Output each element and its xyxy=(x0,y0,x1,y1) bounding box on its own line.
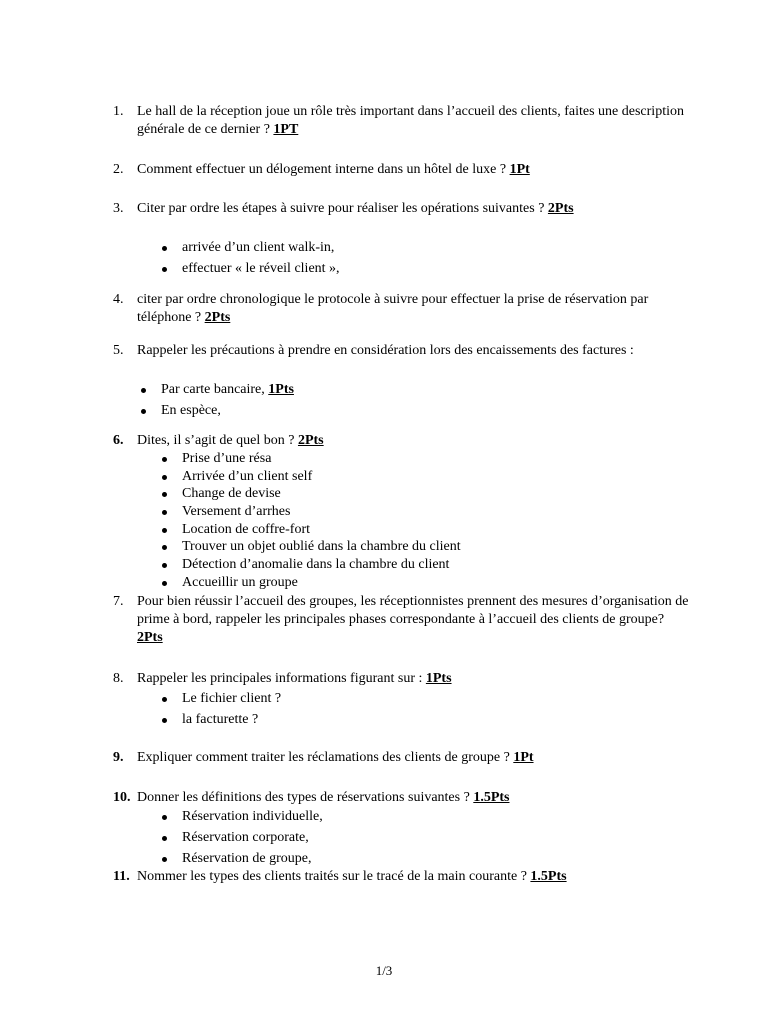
question-text: Expliquer comment traiter les réclamations des clients de groupe ? xyxy=(137,750,510,765)
question-text: Comment effectuer un délogement interne dans un hôtel de luxe ? xyxy=(137,162,507,177)
points-label: 1Pt xyxy=(509,162,530,177)
list-item: Arrivée d’un client self xyxy=(160,468,680,486)
question-number: 8. xyxy=(113,671,124,686)
points-label: 2Pts xyxy=(547,201,574,216)
question-number: 10. xyxy=(113,790,131,805)
list-item: la facturette ? xyxy=(160,711,680,729)
points-label: 1.5Pts xyxy=(530,869,567,884)
question-number: 1. xyxy=(113,104,124,119)
list-item: Prise d’une résa xyxy=(160,450,680,468)
points-label: 1PT xyxy=(273,122,299,137)
question-text: Donner les définitions des types de réservations suivantes ? xyxy=(137,790,470,805)
question-3 xyxy=(113,200,693,218)
question-number: 11. xyxy=(113,869,130,884)
question-11 xyxy=(113,868,693,886)
list-item: Location de coffre-fort xyxy=(160,521,680,539)
question-text: citer par ordre chronologique le protocole à suivre pour effectuer la prise de réservation par téléphone ? xyxy=(137,292,649,325)
bullet-list-q6 xyxy=(160,450,680,592)
points-label: 2Pts xyxy=(204,310,231,325)
points-label: 1Pts xyxy=(425,671,452,686)
points-label: 1.5Pts xyxy=(473,790,510,805)
question-text: Citer par ordre les étapes à suivre pour réaliser les opérations suivantes ? xyxy=(137,201,545,216)
question-5 xyxy=(113,342,693,360)
list-item: En espèce, xyxy=(139,402,679,420)
list-item: Le fichier client ? xyxy=(160,690,680,711)
question-6 xyxy=(113,432,693,450)
question-8 xyxy=(113,670,693,688)
question-number: 4. xyxy=(113,292,124,307)
list-item: arrivée d’un client walk-in, xyxy=(160,239,680,260)
question-text: Pour bien réussir l’accueil des groupes, les réceptionnistes prennent des mesures d’organisation de prime à bord, rappeler les principales phases correspondante à l’accueil des clients de groupe? xyxy=(137,594,689,627)
points-label: 1Pts xyxy=(268,382,294,397)
bullet-list-q5 xyxy=(139,381,679,420)
question-9 xyxy=(113,749,693,767)
question-number: 9. xyxy=(113,750,124,765)
list-item: Détection d’anomalie dans la chambre du client xyxy=(160,556,680,574)
list-item: effectuer « le réveil client », xyxy=(160,260,680,278)
question-text: Rappeler les principales informations figurant sur : xyxy=(137,671,423,686)
question-number: 2. xyxy=(113,162,124,177)
bullet-list-q8 xyxy=(160,690,680,729)
question-text: Le hall de la réception joue un rôle très important dans l’accueil des clients, faites une description générale de ce dernier ? xyxy=(137,104,684,137)
points-label: 2Pts xyxy=(137,630,163,645)
question-text: Rappeler les précautions à prendre en considération lors des encaissements des factures : xyxy=(137,343,634,358)
question-text: Nommer les types des clients traités sur le tracé de la main courante ? xyxy=(137,869,527,884)
points-label: 1Pt xyxy=(513,750,534,765)
list-item: Versement d’arrhes xyxy=(160,503,680,521)
question-7 xyxy=(113,593,693,647)
page-number: 1/3 xyxy=(375,963,393,978)
bullet-list-q3 xyxy=(160,239,680,278)
question-10 xyxy=(113,789,693,807)
question-text: Dites, il s’agit de quel bon ? xyxy=(137,433,295,448)
list-item: Réservation de groupe, xyxy=(160,850,680,868)
question-4 xyxy=(113,291,693,327)
question-1 xyxy=(113,103,693,139)
list-item: Réservation individuelle, xyxy=(160,808,680,829)
question-number: 3. xyxy=(113,201,124,216)
bullet-list-q10 xyxy=(160,808,680,868)
list-item: Change de devise xyxy=(160,485,680,503)
question-number: 7. xyxy=(113,594,124,609)
question-number: 5. xyxy=(113,343,124,358)
list-item: Réservation corporate, xyxy=(160,829,680,850)
question-2 xyxy=(113,161,693,179)
list-item: Par carte bancaire, 1Pts xyxy=(139,381,679,402)
list-item: Accueillir un groupe xyxy=(160,574,680,592)
points-label: 2Pts xyxy=(297,433,324,448)
list-item: Trouver un objet oublié dans la chambre du client xyxy=(160,538,680,556)
question-number: 6. xyxy=(113,433,124,448)
